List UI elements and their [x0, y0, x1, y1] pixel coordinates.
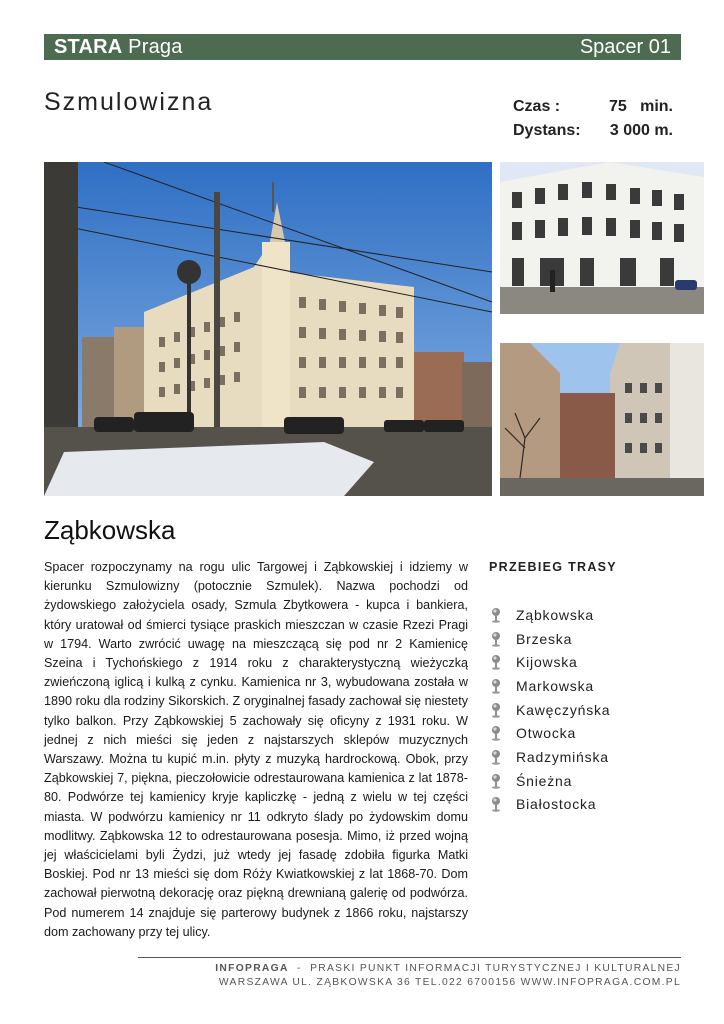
route-item	[489, 603, 610, 627]
route-item	[489, 627, 610, 651]
route-item	[489, 674, 610, 698]
distance-row	[513, 119, 673, 143]
route-item-label: Kawęczyńska	[516, 701, 611, 718]
header-bar	[44, 34, 681, 60]
route-item-label: Kijowska	[516, 654, 578, 671]
route-item-label: Ząbkowska	[516, 606, 595, 623]
pin-icon	[489, 796, 503, 812]
photo-corner-tenement	[44, 162, 492, 496]
route-item	[489, 745, 610, 769]
route-item	[489, 721, 610, 745]
pin-icon	[489, 725, 503, 741]
brand-bold: STARA	[54, 35, 123, 58]
footer-org: INFOPRAGA	[215, 963, 289, 974]
route-item-label: Białostocka	[516, 796, 597, 813]
footer-line-1	[215, 962, 681, 976]
pin-icon	[489, 678, 503, 694]
time-row	[513, 95, 673, 119]
pin-icon	[489, 631, 503, 647]
page-title: Szmulowizna	[44, 88, 214, 116]
time-value: 75 min.	[608, 98, 673, 115]
walk-stats	[513, 95, 673, 143]
pin-icon	[489, 654, 503, 670]
route-item-label: Radzymińska	[516, 748, 609, 765]
footer	[215, 962, 681, 990]
walk-number: Spacer 01	[579, 35, 671, 58]
route-item-label: Brzeska	[516, 630, 573, 647]
route-item-label: Śnieżna	[516, 772, 573, 789]
route-item-label: Otwocka	[516, 725, 577, 742]
footer-divider	[138, 957, 681, 958]
route-item	[489, 698, 610, 722]
distance-value: 3 000 m.	[609, 122, 673, 139]
pin-icon	[489, 773, 503, 789]
route-item	[489, 769, 610, 793]
brand-light: Praga	[128, 35, 183, 58]
footer-line-2: WARSZAWA UL. ZĄBKOWSKA 36 TEL.022 6700156 WWW.INFOPRAGA.COM.PL	[218, 977, 681, 988]
section-title: Ząbkowska	[44, 515, 176, 545]
photo-tenement-facade	[500, 162, 704, 314]
section-paragraph: Spacer rozpoczynamy na rogu ulic Targowej i Ząbkowskiej i idziemy w kierunku Szmulowizny (potocznie Szmulek). Nazwa pochodzi od żydowskiego założyciela osady, Szmula Zbytkowera - kupca i bankiera, który uratował od śmierci tysiące praskich mieszczan w czasie Rzezi Pragi w 1794. Warto zwrócić uwagę na mieszczącą się pod nr 2 Kamienicę Szeina i Tychońskiego z 1914 roku z charakterystyczną wieżyczką zwieńczoną iglicą i kulką z cynku. Kamienica nr 3, wybudowana została w 1890 roku dla rodziny Sikorskich. Z oryginalnej fasady zachował się niestety tylko balkon. Przy Ząbkowskiej 5 zachowały się oficyny z 1931 roku. W jednej z nich mieści się jeden z najstarszych sklepów muzycznych Warszawy. Można tu kupić m.in. płyty z muzyką hardrockową. Obok, przy Ząbkowskiej 7, piękna, pieczołowicie odrestaurowana kamienica z lat 1878-80. Podwórze tej kamienicy kryje kapliczkę - jedną z wielu w tej części miasta. W podwórzu kamienicy nr 11 odkryto ślady po żydowskim domu modlitwy. Ząbkowska 12 to odrestaurowana posesja. Mimo, iż przed wojną jej właścicielami byli Żydzi, już wtedy jej fasadę zdobiła figurka Matki Boskiej. Pod nr 13 mieści się dom Róży Kwiatkowskiej z lat 1868-70. Dom zachował pierwotną dekorację oraz piękną drewnianą galerię od podwórza. Pod numerem 14 znajduje się parterowy budynek z 1866 roku, najstarszy dom zachowany przy tej ulicy.	[44, 560, 468, 939]
pin-icon	[489, 702, 503, 718]
pin-icon	[489, 749, 503, 765]
time-label: Czas :	[513, 98, 561, 115]
distance-label: Dystans:	[513, 122, 581, 139]
route-list	[489, 603, 610, 816]
pin-icon	[489, 607, 503, 623]
route-item	[489, 650, 610, 674]
photo-courtyard	[500, 343, 704, 496]
route-title: PRZEBIEG TRASY	[489, 560, 617, 574]
footer-org-desc: - PRASKI PUNKT INFORMACJI TURYSTYCZNEJ I KULTURALNEJ	[288, 963, 681, 974]
brand	[54, 36, 183, 59]
route-item	[489, 793, 610, 817]
route-item-label: Markowska	[516, 677, 594, 694]
